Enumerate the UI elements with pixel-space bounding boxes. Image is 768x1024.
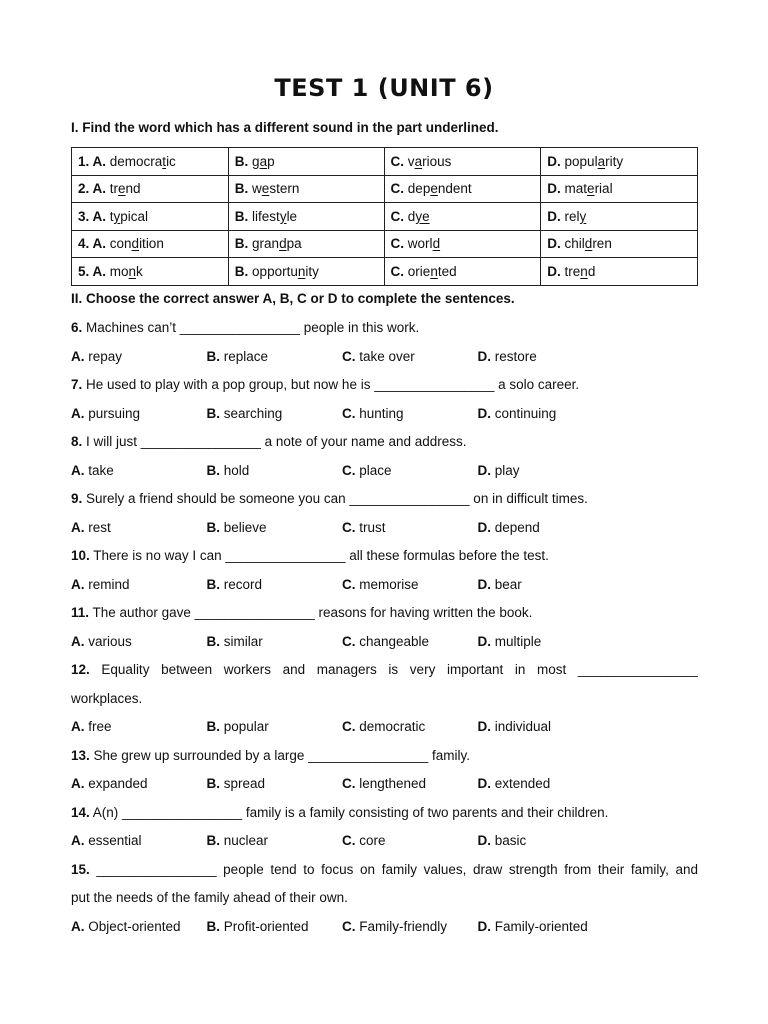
underlined-part: e (430, 181, 438, 197)
answer-option[interactable] (71, 343, 207, 372)
answer-option[interactable] (478, 913, 614, 942)
option-text: Profit-oriented (220, 918, 309, 934)
option-text: pursuing (84, 405, 141, 421)
question-number: 15. (71, 861, 90, 877)
option-letter: 4. A. (78, 236, 107, 252)
option-letter: C. (390, 263, 405, 279)
underlined-part: a (259, 153, 268, 169)
question-text (71, 542, 698, 571)
question-number: 11. (71, 605, 90, 620)
option-letter: D. (547, 263, 561, 279)
word-part: worl (404, 236, 433, 252)
word-part: ted (437, 263, 457, 279)
option-letter: D. (477, 833, 491, 848)
word-part: rious (422, 153, 452, 169)
underlined-part: n (580, 263, 588, 279)
table-cell (541, 230, 698, 258)
option-text: spread (220, 776, 266, 791)
question-body: He used to play with a pop group, but now he is ________________ a solo career. (82, 377, 580, 392)
question-number: 12. (71, 662, 90, 677)
option-letter: A. (71, 576, 85, 592)
answer-option[interactable] (478, 400, 614, 429)
answer-options (71, 457, 698, 486)
option-text: repay (84, 348, 123, 364)
underlined-part: d (279, 236, 287, 252)
answer-option[interactable] (342, 457, 478, 486)
table-cell (228, 230, 384, 258)
question-text (71, 428, 698, 457)
table-cell (384, 148, 541, 176)
option-letter: C. (342, 776, 356, 791)
question-continuation: put the needs of the family ahead of their own. (71, 890, 348, 905)
question-body: ________________ people tend to focus on family values, draw strength from their family, and (89, 861, 698, 877)
word-part: nd (125, 181, 141, 197)
option-text: restore (491, 348, 537, 364)
answer-options (71, 400, 698, 429)
answer-option[interactable] (342, 343, 478, 372)
option-text: nuclear (220, 833, 269, 848)
option-letter: C. (390, 208, 405, 224)
table-cell (541, 175, 698, 203)
word-part: tr (106, 181, 119, 197)
answer-option[interactable] (71, 770, 207, 799)
section2-heading: II. Choose the correct answer A, B, C or D to complete the sentences. (71, 291, 515, 306)
word-part: g (248, 153, 260, 169)
option-letter: 2. A. (78, 181, 107, 197)
option-letter: 5. A. (78, 263, 107, 279)
table-row (72, 230, 698, 258)
answer-options (71, 770, 698, 799)
option-letter: C. (342, 719, 356, 734)
option-letter: B. (206, 776, 220, 791)
section1-heading: I. Find the word which has a different sound in the part underlined. (71, 120, 499, 135)
question-text (71, 856, 698, 885)
option-letter: D. (547, 181, 561, 197)
option-text: popular (220, 719, 269, 734)
option-text: trust (355, 519, 386, 535)
option-letter: C. (390, 236, 405, 252)
table-cell (384, 175, 541, 203)
table-cell (72, 230, 229, 258)
word-part: k (136, 263, 143, 279)
word-part: ic (166, 153, 176, 169)
option-text: replace (220, 348, 269, 364)
word-part: ren (592, 236, 612, 252)
option-text: democratic (355, 719, 426, 734)
answer-option[interactable] (342, 400, 478, 429)
option-letter: D. (547, 153, 561, 169)
option-text: Family-oriented (491, 918, 588, 934)
answer-options (71, 571, 698, 600)
option-letter: A. (71, 918, 85, 934)
word-part: rial (594, 181, 613, 197)
underlined-part: y (279, 208, 287, 224)
option-letter: D. (477, 918, 491, 934)
underlined-part: n (430, 263, 438, 279)
underlined-part: y (113, 208, 121, 224)
underlined-part: a (597, 153, 606, 169)
answer-option[interactable] (71, 827, 207, 856)
word-part: lifest (248, 208, 280, 224)
word-part: chil (560, 236, 585, 252)
option-text: take over (355, 348, 415, 364)
answer-options (71, 913, 698, 942)
option-text: individual (491, 719, 552, 734)
option-text: Family-friendly (355, 918, 448, 934)
question-number: 7. (71, 377, 83, 392)
question-number: 10. (71, 548, 90, 563)
word-part: con (106, 236, 132, 252)
table-cell (228, 175, 384, 203)
option-text: hold (220, 462, 250, 478)
underlined-part: d (131, 236, 140, 252)
option-text: hunting (355, 405, 404, 421)
option-letter: B. (206, 405, 220, 421)
word-part: t (106, 208, 114, 224)
answer-option[interactable] (207, 913, 343, 942)
option-letter: A. (71, 519, 85, 535)
word-part: w (248, 181, 262, 197)
word-part: ity (305, 263, 319, 279)
answer-option[interactable] (71, 713, 207, 742)
word-part: pical (120, 208, 149, 224)
table-row (72, 258, 698, 286)
word-part: stern (269, 181, 300, 197)
word-part: le (286, 208, 298, 224)
option-text: searching (220, 405, 283, 421)
answer-option[interactable] (478, 713, 614, 742)
option-letter: A. (71, 833, 85, 848)
option-letter: D. (477, 776, 491, 791)
question-text (71, 656, 698, 685)
option-letter: D. (477, 576, 491, 592)
option-letter: C. (342, 405, 356, 421)
option-text: memorise (355, 576, 419, 592)
answer-option[interactable] (207, 400, 343, 429)
option-letter: B. (234, 208, 249, 224)
option-letter: B. (206, 348, 220, 364)
answer-option[interactable] (342, 713, 478, 742)
option-letter: B. (206, 633, 220, 649)
option-text: similar (220, 633, 263, 649)
option-text: depend (491, 519, 540, 535)
answer-option[interactable] (207, 827, 343, 856)
underlined-part: t (162, 153, 167, 169)
underlined-part: e (587, 181, 595, 197)
option-text: changeable (355, 633, 430, 649)
option-letter: B. (206, 576, 220, 592)
option-text: expanded (84, 776, 148, 791)
underlined-part: d (584, 236, 593, 252)
word-part: d (404, 208, 416, 224)
answer-options (71, 514, 698, 543)
option-text: extended (491, 776, 551, 791)
option-letter: B. (234, 181, 249, 197)
table-cell (228, 258, 384, 286)
answer-options (71, 628, 698, 657)
option-letter: C. (342, 633, 356, 649)
option-letter: C. (342, 576, 356, 592)
answer-options (71, 827, 698, 856)
option-letter: D. (547, 236, 561, 252)
word-part: ition (139, 236, 164, 252)
option-letter: D. (477, 633, 491, 649)
option-letter: A. (71, 633, 85, 649)
word-part: rity (605, 153, 624, 169)
option-letter: C. (342, 519, 356, 535)
answer-option[interactable] (342, 913, 478, 942)
answer-option[interactable] (342, 571, 478, 600)
option-letter: B. (234, 153, 249, 169)
answer-option[interactable] (71, 457, 207, 486)
option-text: core (355, 833, 386, 848)
word-part: mat (560, 181, 588, 197)
answer-option[interactable] (207, 628, 343, 657)
table-cell (541, 148, 698, 176)
option-text: rest (84, 519, 111, 535)
option-text: essential (84, 833, 142, 848)
answer-option[interactable] (342, 770, 478, 799)
answer-option[interactable] (478, 571, 614, 600)
table-cell (72, 258, 229, 286)
option-text: lengthened (355, 776, 427, 791)
word-part: democra (106, 153, 163, 169)
option-letter: A. (71, 348, 85, 364)
option-text: place (355, 462, 392, 478)
option-letter: C. (342, 348, 356, 364)
option-letter: C. (342, 833, 356, 848)
word-part: opportu (248, 263, 298, 279)
word-part: mo (106, 263, 129, 279)
answer-option[interactable] (342, 628, 478, 657)
option-letter: B. (206, 462, 220, 478)
option-text: various (84, 633, 132, 649)
answer-option[interactable] (342, 827, 478, 856)
table-cell (72, 148, 229, 176)
answer-option[interactable] (71, 571, 207, 600)
option-letter: D. (477, 405, 491, 421)
option-text: take (84, 462, 114, 478)
underlined-part: n (297, 263, 306, 279)
question-text (71, 742, 698, 771)
table-cell (72, 175, 229, 203)
option-letter: D. (547, 208, 561, 224)
option-letter: C. (342, 462, 356, 478)
answer-option[interactable] (207, 343, 343, 372)
answer-option[interactable] (342, 514, 478, 543)
question-text (71, 799, 698, 828)
word-part: popul (560, 153, 598, 169)
underlined-part: a (414, 153, 423, 169)
word-part: v (404, 153, 415, 169)
option-text: free (84, 719, 112, 734)
answer-option[interactable] (207, 571, 343, 600)
answer-option[interactable] (207, 514, 343, 543)
question-body: A(n) ________________ family is a family consisting of two parents and their children. (89, 804, 609, 820)
answer-option[interactable] (71, 913, 207, 942)
option-text: continuing (491, 405, 557, 421)
answer-option[interactable] (478, 343, 614, 372)
question-body: Equality between workers and managers is very important in most ________________ (89, 662, 698, 677)
table-cell (384, 203, 541, 231)
word-part: p (267, 153, 275, 169)
option-text: Object-oriented (84, 918, 181, 934)
word-part: pa (286, 236, 302, 252)
option-letter: A. (71, 462, 85, 478)
page-title: TEST 1 (UNIT 6) (274, 74, 494, 102)
table-row (72, 175, 698, 203)
answer-option[interactable] (207, 770, 343, 799)
question-text (71, 599, 698, 628)
table-row (72, 148, 698, 176)
underlined-part: d (432, 236, 441, 252)
word-part: tre (560, 263, 581, 279)
option-letter: B. (206, 918, 220, 934)
answer-option[interactable] (207, 457, 343, 486)
option-letter: C. (342, 918, 356, 934)
answer-option[interactable] (71, 628, 207, 657)
option-letter: B. (234, 236, 249, 252)
word-part: d (587, 263, 596, 279)
pronunciation-table (71, 147, 698, 286)
option-letter: D. (477, 519, 491, 535)
answer-option[interactable] (478, 827, 614, 856)
question-body: The author gave ________________ reasons for having written the book. (89, 605, 533, 620)
option-text: record (220, 576, 263, 592)
table-cell (72, 203, 229, 231)
question-number: 8. (71, 434, 83, 449)
option-letter: B. (206, 519, 220, 535)
underlined-part: e (261, 181, 270, 197)
option-letter: D. (477, 348, 491, 364)
answer-option[interactable] (71, 514, 207, 543)
answer-option[interactable] (478, 457, 614, 486)
option-text: believe (220, 519, 267, 535)
table-cell (228, 148, 384, 176)
option-text: play (491, 462, 520, 478)
underlined-part: ye (415, 208, 430, 224)
word-part: ndent (437, 181, 472, 197)
option-letter: B. (234, 263, 249, 279)
question-text (71, 485, 698, 514)
option-text: basic (491, 833, 527, 848)
option-letter: A. (71, 405, 85, 421)
option-letter: D. (477, 462, 491, 478)
underlined-part: e (118, 181, 126, 197)
option-letter: B. (206, 719, 220, 734)
answer-options (71, 713, 698, 742)
question-number: 6. (71, 320, 83, 335)
question-body: She grew up surrounded by a large ________________ family. (89, 747, 471, 763)
word-part: gran (248, 236, 280, 252)
option-letter: C. (390, 181, 405, 197)
question-body: There is no way I can ________________ all these formulas before the test. (89, 548, 549, 563)
answer-option[interactable] (478, 514, 614, 543)
question-continuation: workplaces. (71, 690, 143, 706)
question-number: 14. (71, 804, 90, 820)
question-list (71, 314, 698, 941)
answer-options (71, 343, 698, 372)
table-cell (228, 203, 384, 231)
table-cell (541, 203, 698, 231)
word-part: orie (404, 263, 431, 279)
underlined-part: n (128, 263, 137, 279)
option-text: bear (491, 576, 522, 592)
option-letter: A. (71, 719, 85, 734)
question-body: Surely a friend should be someone you can ________________ on in difficult times. (82, 491, 588, 506)
option-letter: D. (477, 719, 491, 734)
option-letter: C. (390, 153, 405, 169)
answer-option[interactable] (71, 400, 207, 429)
table-row (72, 203, 698, 231)
underlined-part: y (579, 208, 587, 224)
question-number: 9. (71, 491, 83, 506)
option-letter: B. (206, 833, 220, 848)
question-body: I will just ________________ a note of your name and address. (82, 434, 467, 449)
answer-option[interactable] (478, 770, 614, 799)
answer-option[interactable] (478, 628, 614, 657)
question-body: Machines can’t ________________ people in this work. (82, 320, 420, 335)
option-text: remind (84, 576, 130, 592)
option-letter: 3. A. (78, 208, 107, 224)
question-text (71, 314, 698, 343)
option-letter: 1. A. (78, 153, 107, 169)
table-cell (384, 258, 541, 286)
question-number: 13. (71, 747, 90, 763)
answer-option[interactable] (207, 713, 343, 742)
table-cell (541, 258, 698, 286)
word-part: dep (404, 181, 431, 197)
word-part: rel (560, 208, 580, 224)
option-text: multiple (491, 633, 542, 649)
question-text (71, 371, 698, 400)
option-letter: A. (71, 776, 85, 791)
table-cell (384, 230, 541, 258)
